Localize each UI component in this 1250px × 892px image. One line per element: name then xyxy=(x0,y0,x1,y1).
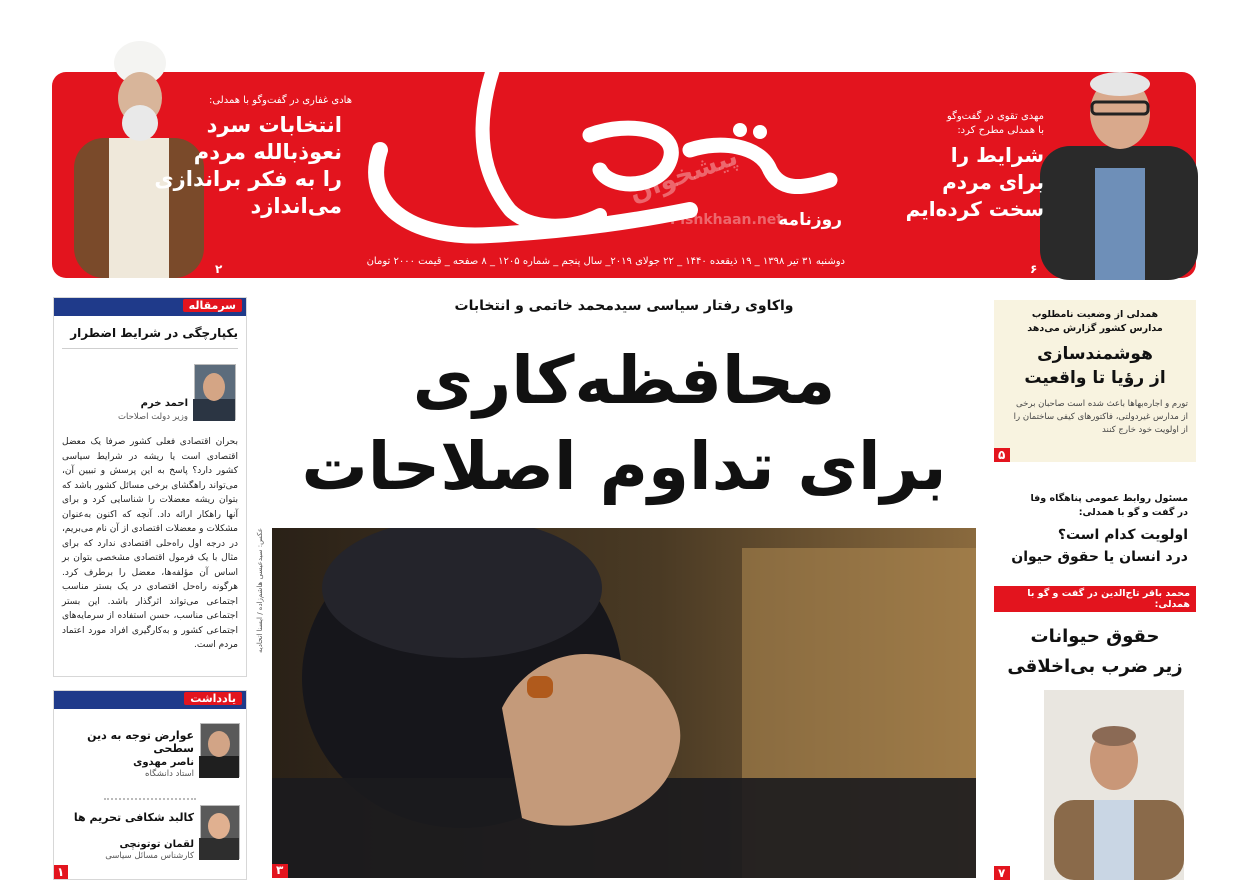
left-story-kicker: هادی غفاری در گفت‌وگو با همدلی: xyxy=(208,95,352,106)
right-bottom-story[interactable] xyxy=(994,586,1196,880)
newspaper-logo xyxy=(360,40,890,270)
right-mid-headline-line: اولویت کدام است؟ xyxy=(1057,527,1188,543)
note-avatar xyxy=(200,805,240,859)
right-top-page-num: ۵ xyxy=(998,448,1006,462)
note-author-role: کارشناس مسائل سیاسی xyxy=(105,851,194,861)
right-mid-kicker xyxy=(994,484,1196,520)
notes-divider xyxy=(104,798,196,800)
main-page-num: ۳ xyxy=(276,863,284,877)
masthead-right-photo xyxy=(1040,58,1198,280)
right-top-headline xyxy=(994,342,1196,390)
cleric-hand-photo xyxy=(272,528,976,878)
left-headline-line: انتخابات سرد xyxy=(206,113,342,137)
note-author-role: استاد دانشگاه xyxy=(145,769,194,779)
note-title: عوارض توجه به دین سطحی xyxy=(87,729,194,755)
right-mid-story[interactable] xyxy=(994,484,1196,584)
left-headline-line: می‌اندازد xyxy=(250,194,342,218)
right-story-headline[interactable] xyxy=(894,142,1044,223)
editorial-header xyxy=(54,298,246,316)
right-headline-line: شرایط را xyxy=(950,143,1044,167)
note-author: لقمان توتونچی xyxy=(119,839,194,850)
left-story-page: ۲ xyxy=(215,262,223,276)
right-top-body-line: از مدارس غیردولتی، فاکتورهای کیفی ساختمان را xyxy=(1013,412,1188,422)
watermark-text: پیشخوان xyxy=(625,141,742,209)
right-bottom-headline-line: زیر ضرب بی‌اخلاقی xyxy=(1007,656,1183,677)
photo-credit: عکس: سیدعیسی هاشم‌زاده / ایسنا اتحادیه xyxy=(256,528,264,654)
right-top-story[interactable] xyxy=(994,300,1196,462)
man-portrait-figure xyxy=(1040,58,1198,280)
right-top-kicker xyxy=(994,300,1196,336)
notes-header xyxy=(54,691,246,709)
main-photo xyxy=(272,528,976,878)
publication-line: دوشنبه ۳۱ تیر ۱۳۹۸ _ ۱۹ ذیقعده ۱۴۴۰ _ ۲۲ جولای ۲۰۱۹_ سال پنجم _ شماره ۱۲۰۵ _ ۸ صفحه _ قیمت ۲۰۰۰ تومان xyxy=(366,256,845,267)
right-mid-kicker-line: مسئول روابط عمومی پناهگاه وفا xyxy=(1030,493,1188,504)
right-top-body-line: تورم و اجاره‌بهاها باعث شده است صاحبان برخی xyxy=(1016,399,1188,409)
editorial-author-role: وزیر دولت اصلاحات xyxy=(118,412,188,422)
right-story-kicker xyxy=(914,110,1044,138)
note-title: کالبد شکافی تحریم ها xyxy=(73,811,194,824)
main-headline-line1: محافظه‌کاری xyxy=(412,342,836,419)
left-headline-line: را به فکر براندازی xyxy=(154,167,342,191)
right-top-body xyxy=(994,390,1196,437)
logo-calligraphy-icon xyxy=(360,40,890,270)
editorial-body: بحران اقتصادی فعلی کشور صرفا یک معضل اقتصادی است یا ریشه در شرایط سیاسی کشور دارد؟ پاسخ به این پرسش و تبیین آن، می‌تواند راهگشای برخی مسائل کشور باشد که بتوان ریشه معضلات را شناسایی کرد و برای آنها راهکار ارائه داد. آنچه که اکنون به‌عنوان مشکلات و معضلات اقتصادی از آن نام می‌بریم، در درجه اول راه‌حلی اقتصادی ندارد که برای مثال با یک فرمول اقتصادی مشخصی بتوان بر اساس آن مؤلفه‌ها، معضل را برطرف کرد. هرگونه راه‌حل اقتصادی در یک بستر مناسب اجتماعی می‌تواند اثرگذار باشد. این بستر اجتماعی مناسب، حسن استفاده از سرمایه‌های اجتماعی کشور و به‌کارگیری افراد مورد اعتماد مردم است. xyxy=(62,437,238,650)
main-headline-line2: برای تداوم اصلاحات xyxy=(301,428,947,505)
right-kicker-line: با همدلی مطرح کرد: xyxy=(957,125,1044,136)
watermark-latin: Pishkhaan.net xyxy=(670,212,783,228)
right-mid-headline xyxy=(994,520,1196,568)
right-headline-line: برای مردم xyxy=(942,170,1044,194)
left-story-headline[interactable] xyxy=(142,112,342,220)
right-kicker-line: مهدی تقوی در گفت‌وگو xyxy=(946,111,1044,122)
editorial-tag: سرمقاله xyxy=(183,299,242,312)
right-mid-headline-line: درد انسان یا حقوق حیوان xyxy=(1011,549,1188,565)
main-kicker: واکاوی رفتار سیاسی سیدمحمد خاتمی و انتخابات xyxy=(454,298,794,314)
editorial-author: احمد خرم xyxy=(140,398,188,409)
note-author: ناصر مهدوی xyxy=(133,757,194,768)
right-bottom-strip: محمد باقر تاج‌الدین در گفت و گو با همدلی: xyxy=(994,586,1196,612)
author-avatar xyxy=(194,364,236,420)
right-story-page: ۶ xyxy=(1030,262,1038,276)
right-top-body-line: از اولویت خود خارج کنند xyxy=(1102,425,1188,435)
editorial-box[interactable] xyxy=(53,297,247,677)
notes-tag: یادداشت xyxy=(184,692,242,705)
right-bottom-headline xyxy=(994,622,1196,682)
right-mid-kicker-line: در گفت و گو با همدلی: xyxy=(1078,507,1188,518)
left-headline-line: نعوذبالله مردم xyxy=(193,140,342,164)
note-item[interactable] xyxy=(54,805,246,861)
right-top-headline-line: هوشمندسازی xyxy=(1037,344,1153,364)
editorial-divider xyxy=(62,348,238,349)
note-item[interactable] xyxy=(54,723,246,779)
right-top-kicker-line: مدارس کشور گزارش می‌دهد xyxy=(1027,323,1163,334)
main-headline[interactable] xyxy=(272,338,976,510)
right-top-kicker-line: همدلی از وضعیت نامطلوب xyxy=(1031,309,1159,320)
notes-box[interactable] xyxy=(53,690,247,880)
right-top-headline-line: از رؤیا تا واقعیت xyxy=(1024,368,1166,388)
logo-sub: روزنامه xyxy=(778,210,842,230)
right-bottom-headline-line: حقوق حیوانات xyxy=(1030,626,1160,647)
right-bottom-photo xyxy=(1044,690,1184,880)
notes-page-num: ۱ xyxy=(57,865,65,879)
editorial-title: یکپارچگی در شرایط اضطرار xyxy=(70,326,238,340)
right-bottom-page-num: ۷ xyxy=(998,866,1006,880)
note-avatar xyxy=(200,723,240,777)
right-headline-line: سخت کرده‌ایم xyxy=(905,197,1044,221)
